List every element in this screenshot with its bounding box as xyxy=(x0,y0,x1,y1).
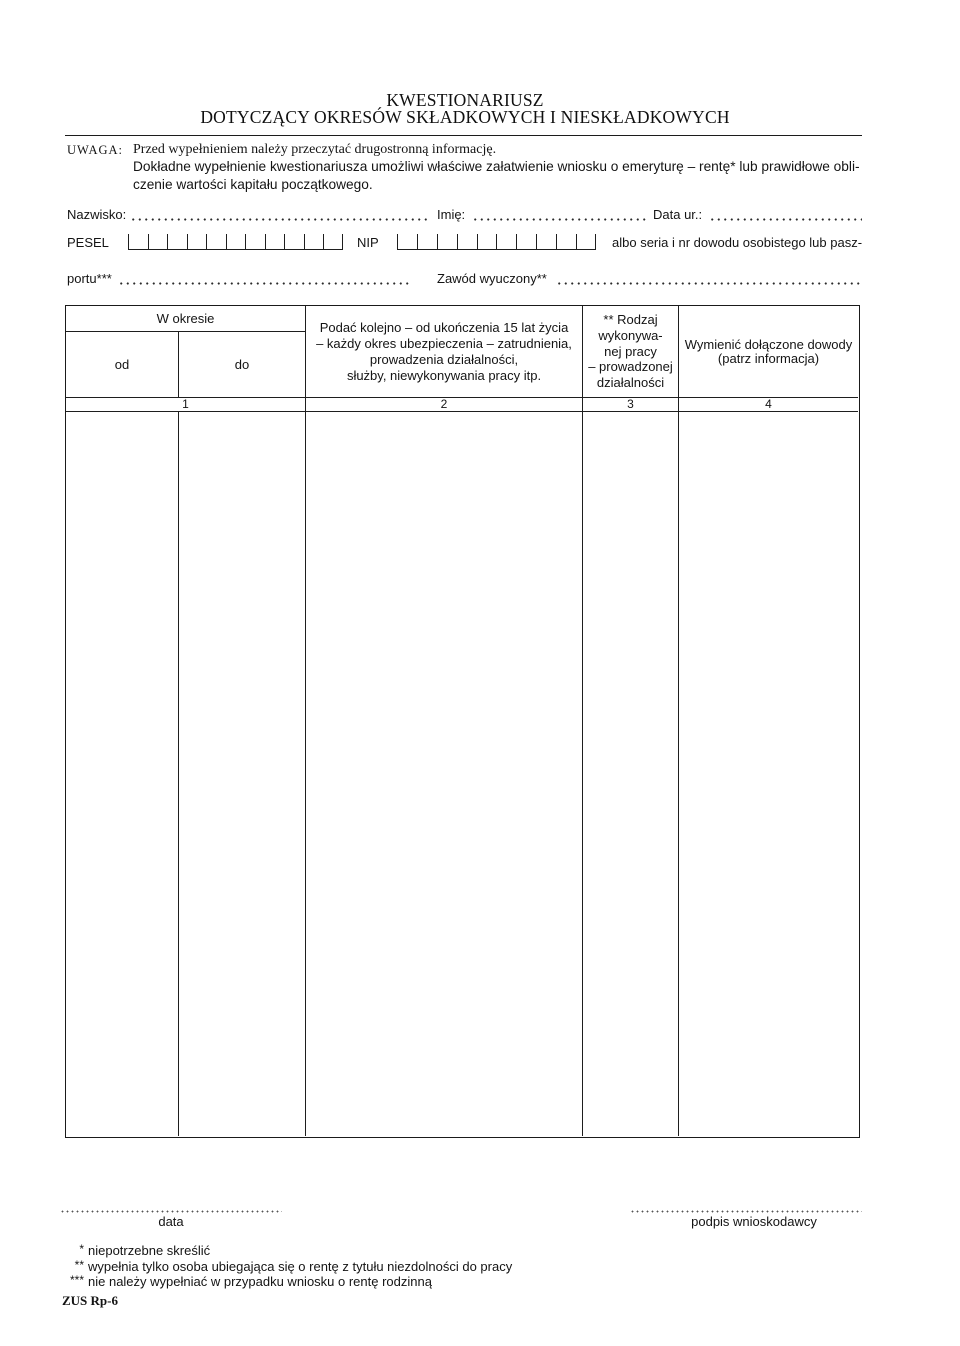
pesel-digit-box[interactable] xyxy=(226,234,246,250)
activity-type-header xyxy=(582,306,678,397)
nip-digit-box[interactable] xyxy=(576,234,596,250)
date-label: data xyxy=(158,1214,184,1229)
footnote-text: wypełnia tylko osoba ubiegająca się o rentę z tytułu niezdolności do pracy xyxy=(88,1259,513,1274)
column-number-label: 1 xyxy=(182,397,189,411)
pesel-field[interactable] xyxy=(128,234,343,250)
to-header xyxy=(178,332,305,397)
title-divider xyxy=(65,135,862,136)
profession-label: Zawód wyuczony** xyxy=(437,271,547,286)
pesel-digit-box[interactable] xyxy=(304,234,324,250)
footnote xyxy=(58,1259,512,1275)
from-header xyxy=(66,332,178,397)
column-number xyxy=(582,397,678,412)
pesel-digit-box[interactable] xyxy=(284,234,304,250)
description-header-line: służby, niewykonywania pracy itp. xyxy=(346,367,542,383)
pesel-digit-box[interactable] xyxy=(245,234,265,250)
applicant-signature-line[interactable] xyxy=(630,1210,862,1213)
form-title: KWESTIONARIUSZ xyxy=(386,90,544,110)
nip-digit-box[interactable] xyxy=(516,234,536,250)
notice-line: Dokładne wypełnienie kwestionariusza umożliwi właściwe załatwienie wniosku o emeryturę – rentę* lub prawidłowe obli- xyxy=(133,159,860,174)
documents-header-line: Wymienić dołączone dowody xyxy=(684,336,853,352)
description-header-line: – każdy okres ubezpieczenia – zatrudnienia, xyxy=(316,335,572,351)
activity-type-header-line: wykonywa- xyxy=(598,327,663,343)
birth-date-label: Data ur.: xyxy=(653,207,703,222)
birth-date-field[interactable] xyxy=(709,218,862,221)
column-number xyxy=(66,397,305,412)
id-document-field[interactable] xyxy=(118,282,412,285)
profession-field[interactable] xyxy=(556,282,862,285)
period-header xyxy=(66,306,305,332)
description-header-line: Podać kolejno – od ukończenia 15 lat życia xyxy=(319,319,569,335)
footnote-text: niepotrzebne skreślić xyxy=(88,1243,211,1258)
description-header-line: prowadzenia działalności, xyxy=(369,351,519,367)
documents-column[interactable] xyxy=(678,412,858,1136)
footnote xyxy=(58,1243,210,1259)
activity-type-header-line: działalności xyxy=(596,375,665,391)
first-name-label: Imię: xyxy=(437,207,466,222)
surname-label: Nazwisko: xyxy=(67,207,127,222)
id-document-label: albo seria i nr dowodu osobistego lub pasz- xyxy=(612,235,863,250)
footnote-marker: * xyxy=(79,1242,84,1256)
nip-digit-box[interactable] xyxy=(437,234,457,250)
date-signature-block xyxy=(60,1205,282,1235)
to-header-label: do xyxy=(234,356,250,372)
pesel-digit-box[interactable] xyxy=(206,234,226,250)
column-number xyxy=(678,397,858,412)
pesel-digit-box[interactable] xyxy=(187,234,207,250)
first-name-field[interactable] xyxy=(472,218,646,221)
nip-digit-box[interactable] xyxy=(397,234,417,250)
nip-digit-box[interactable] xyxy=(417,234,437,250)
period-to-column[interactable] xyxy=(178,412,305,1136)
periods-table xyxy=(65,305,860,1138)
activity-type-header-line: nej pracy xyxy=(604,343,657,359)
column-number-label: 3 xyxy=(627,397,634,411)
form-code: ZUS Rp-6 xyxy=(62,1293,118,1308)
footnote-text: nie należy wypełniać w przypadku wniosku o rentę rodzinną xyxy=(88,1274,432,1289)
applicant-signature-label: podpis wnioskodawcy xyxy=(691,1214,817,1229)
nip-digit-box[interactable] xyxy=(496,234,516,250)
surname-field[interactable] xyxy=(130,218,428,221)
nip-digit-box[interactable] xyxy=(536,234,556,250)
id-document-label-continued: portu*** xyxy=(67,271,112,286)
footnote-marker: *** xyxy=(69,1273,84,1287)
column-number-label: 4 xyxy=(765,397,772,411)
notice-line: czenie wartości kapitału początkowego. xyxy=(133,177,373,192)
documents-header-line: (patrz informacja) xyxy=(717,350,820,366)
activity-type-header-line: ** Rodzaj xyxy=(603,312,658,328)
column-number xyxy=(305,397,582,412)
activity-type-column[interactable] xyxy=(582,412,678,1136)
nip-digit-box[interactable] xyxy=(477,234,497,250)
applicant-signature-block xyxy=(630,1205,862,1235)
form-subtitle: DOTYCZĄCY OKRESÓW SKŁADKOWYCH I NIESKŁADKOWYCH xyxy=(200,107,730,127)
pesel-label: PESEL xyxy=(67,235,109,250)
nip-field[interactable] xyxy=(397,234,596,250)
pesel-digit-box[interactable] xyxy=(128,234,148,250)
pesel-digit-box[interactable] xyxy=(265,234,285,250)
from-header-label: od xyxy=(114,356,130,372)
nip-digit-box[interactable] xyxy=(457,234,477,250)
notice-line: Przed wypełnieniem należy przeczytać drugostronną informację. xyxy=(133,142,497,157)
column-number-label: 2 xyxy=(440,397,448,411)
period-header-label: W okresie xyxy=(156,310,215,326)
activity-type-header-line: – prowadzonej xyxy=(588,359,673,375)
nip-label: NIP xyxy=(357,235,379,250)
pesel-digit-box[interactable] xyxy=(167,234,187,250)
nip-digit-box[interactable] xyxy=(556,234,576,250)
footnote-marker: ** xyxy=(74,1258,84,1272)
period-from-column[interactable] xyxy=(66,412,178,1136)
pesel-digit-box[interactable] xyxy=(323,234,343,250)
documents-header xyxy=(678,306,858,397)
footnote xyxy=(58,1274,432,1290)
date-signature-line[interactable] xyxy=(60,1210,282,1213)
description-header xyxy=(305,306,582,397)
pesel-digit-box[interactable] xyxy=(148,234,168,250)
description-column[interactable] xyxy=(305,412,582,1136)
notice-label: UWAGA: xyxy=(67,143,123,157)
